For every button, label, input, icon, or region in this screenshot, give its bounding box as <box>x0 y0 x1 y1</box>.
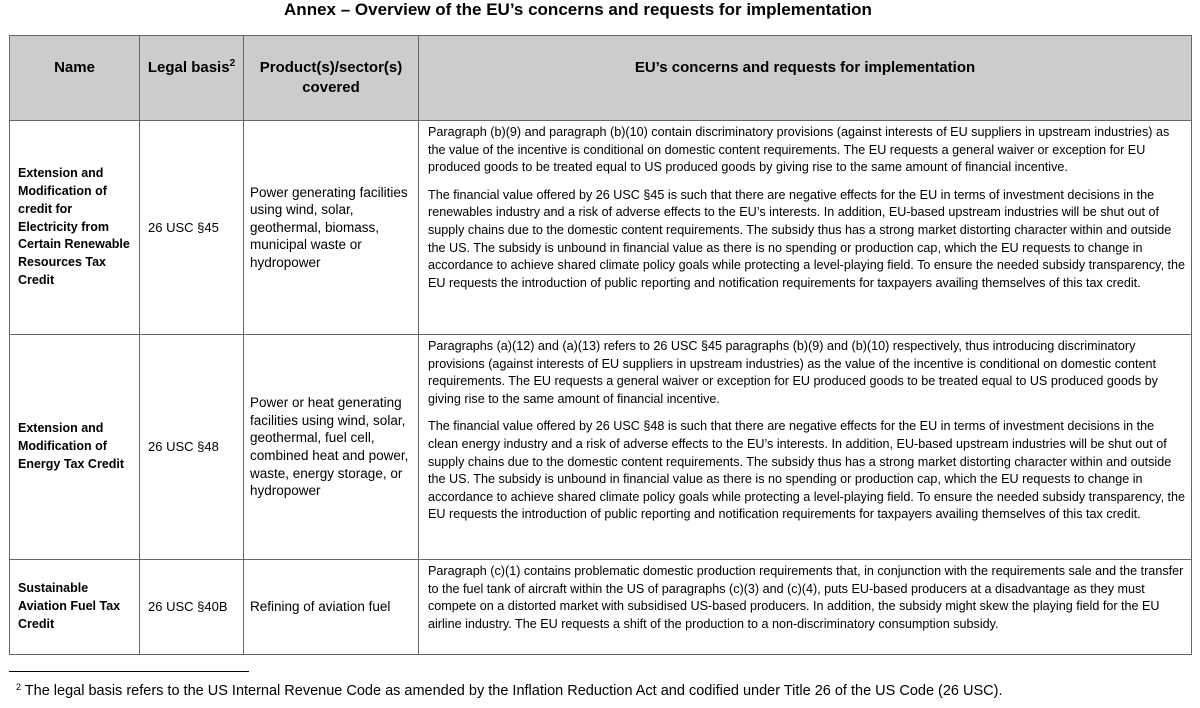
footnote-separator <box>9 671 249 672</box>
footnote-marker: 2 <box>16 682 22 692</box>
table-row <box>10 560 1192 655</box>
row-concerns <box>419 335 1192 560</box>
concern-paragraph: The financial value offered by 26 USC §48 is such that there are negative effects for the EU in terms of investment decisions in the clean energy industry and a risk of adverse effects to the EU’s interests. In addition, EU-based upstream industries will be shut out of supply chains due to the domestic content requirements. The subsidy thus has a strong market distorting character within and outside the US. The subsidy is unbound in financial value as there is no spending or production cap, which the EU requests to change in accordance to achieve shared climate policy goals while protecting a level-playing field. To ensure the needed subsidy transparency, the EU requests the introduction of public reporting and notification requirements for taxpayers availing themselves of this tax credit. <box>428 419 1186 522</box>
row-products: Refining of aviation fuel <box>244 560 419 655</box>
row-legal-basis: 26 USC §45 <box>140 121 244 335</box>
row-legal-basis: 26 USC §48 <box>140 335 244 560</box>
row-products: Power or heat generating facilities using wind, solar, geothermal, fuel cell, combined heat and power, waste, energy storage, or hydropower <box>244 335 419 560</box>
row-name: Extension and Modification of Energy Tax Credit <box>10 335 140 560</box>
footnote-text: The legal basis refers to the US Internal Revenue Code as amended by the Inflation Reduction Act and codified under Title 26 of the US Code (26 USC). <box>21 683 1003 699</box>
page-title: Annex – Overview of the EU’s concerns and requests for implementation <box>284 0 872 19</box>
row-name: Sustainable Aviation Fuel Tax Credit <box>10 560 140 655</box>
header-products-line1: Product(s)/sector(s) <box>259 59 403 76</box>
table-row <box>10 121 1192 335</box>
footnote <box>16 682 1003 700</box>
header-concerns: EU’s concerns and requests for implementation <box>419 36 1192 121</box>
row-concerns <box>419 560 1192 655</box>
header-products-line2: covered <box>302 79 360 96</box>
row-legal-basis: 26 USC §40B <box>140 560 244 655</box>
concern-paragraph: Paragraph (b)(9) and paragraph (b)(10) contain discriminatory provisions (against interests of EU suppliers in upstream industries) as the value of the incentive is conditional on domestic content requirements. The EU requests a general waiver or exception for EU produced goods to be treated equal to US produced goods by giving rise to the same amount of financial incentive. <box>428 125 1170 175</box>
footnote-ref: 2 <box>229 58 236 69</box>
concerns-table <box>9 35 1192 655</box>
table-row <box>10 335 1192 560</box>
concern-paragraph: Paragraph (c)(1) contains problematic domestic production requirements that, in conjunction with the requirements sale and the transfer to the fuel tank of aircraft within the US of paragraphs (c)(3) and (c)(4), puts EU-based producers at a disadvantage as they must compete on a distorted market with subsidised US-based producers. In addition, the subsidy might skew the playing field for the EU airline industry. The EU requests a shift of the production to a non-discriminatory consumption subsidy. <box>428 564 1184 631</box>
row-name: Extension and Modification of credit for Electricity from Certain Renewable Resources Tax Credit <box>10 121 140 335</box>
row-concerns <box>419 121 1192 335</box>
header-legal-basis <box>140 36 244 121</box>
header-name: Name <box>10 36 140 121</box>
row-products: Power generating facilities using wind, solar, geothermal, biomass, municipal waste or hydropower <box>244 121 419 335</box>
header-legal-basis-text: Legal basis <box>147 59 230 76</box>
header-products <box>244 36 419 121</box>
header-row <box>10 36 1192 121</box>
concern-paragraph: Paragraphs (a)(12) and (a)(13) refers to 26 USC §45 paragraphs (b)(9) and (b)(10) respectively, thus introducing discriminatory provisions (against interests of EU suppliers in upstream industries) as the value of the incentive is conditional on domestic content requirements. The EU requests a general waiver or exception for EU produced goods to be treated equal to US produced goods by giving rise to the same amount of financial incentive. <box>428 339 1158 406</box>
concern-paragraph: The financial value offered by 26 USC §45 is such that there are negative effects for the EU in terms of investment decisions in the renewables industry and a risk of adverse effects to the EU’s interests. In addition, EU-based upstream industries will be shut out of supply chains due to the domestic content requirements. The subsidy thus has a strong market distorting character within and outside the US. The subsidy is unbound in financial value as there is no spending or production cap, which the EU requests to change in accordance to achieve shared climate policy goals while protecting a level-playing field. To ensure the needed subsidy transparency, the EU requests the introduction of public reporting and notification requirements for taxpayers availing themselves of this tax credit. <box>428 187 1186 290</box>
